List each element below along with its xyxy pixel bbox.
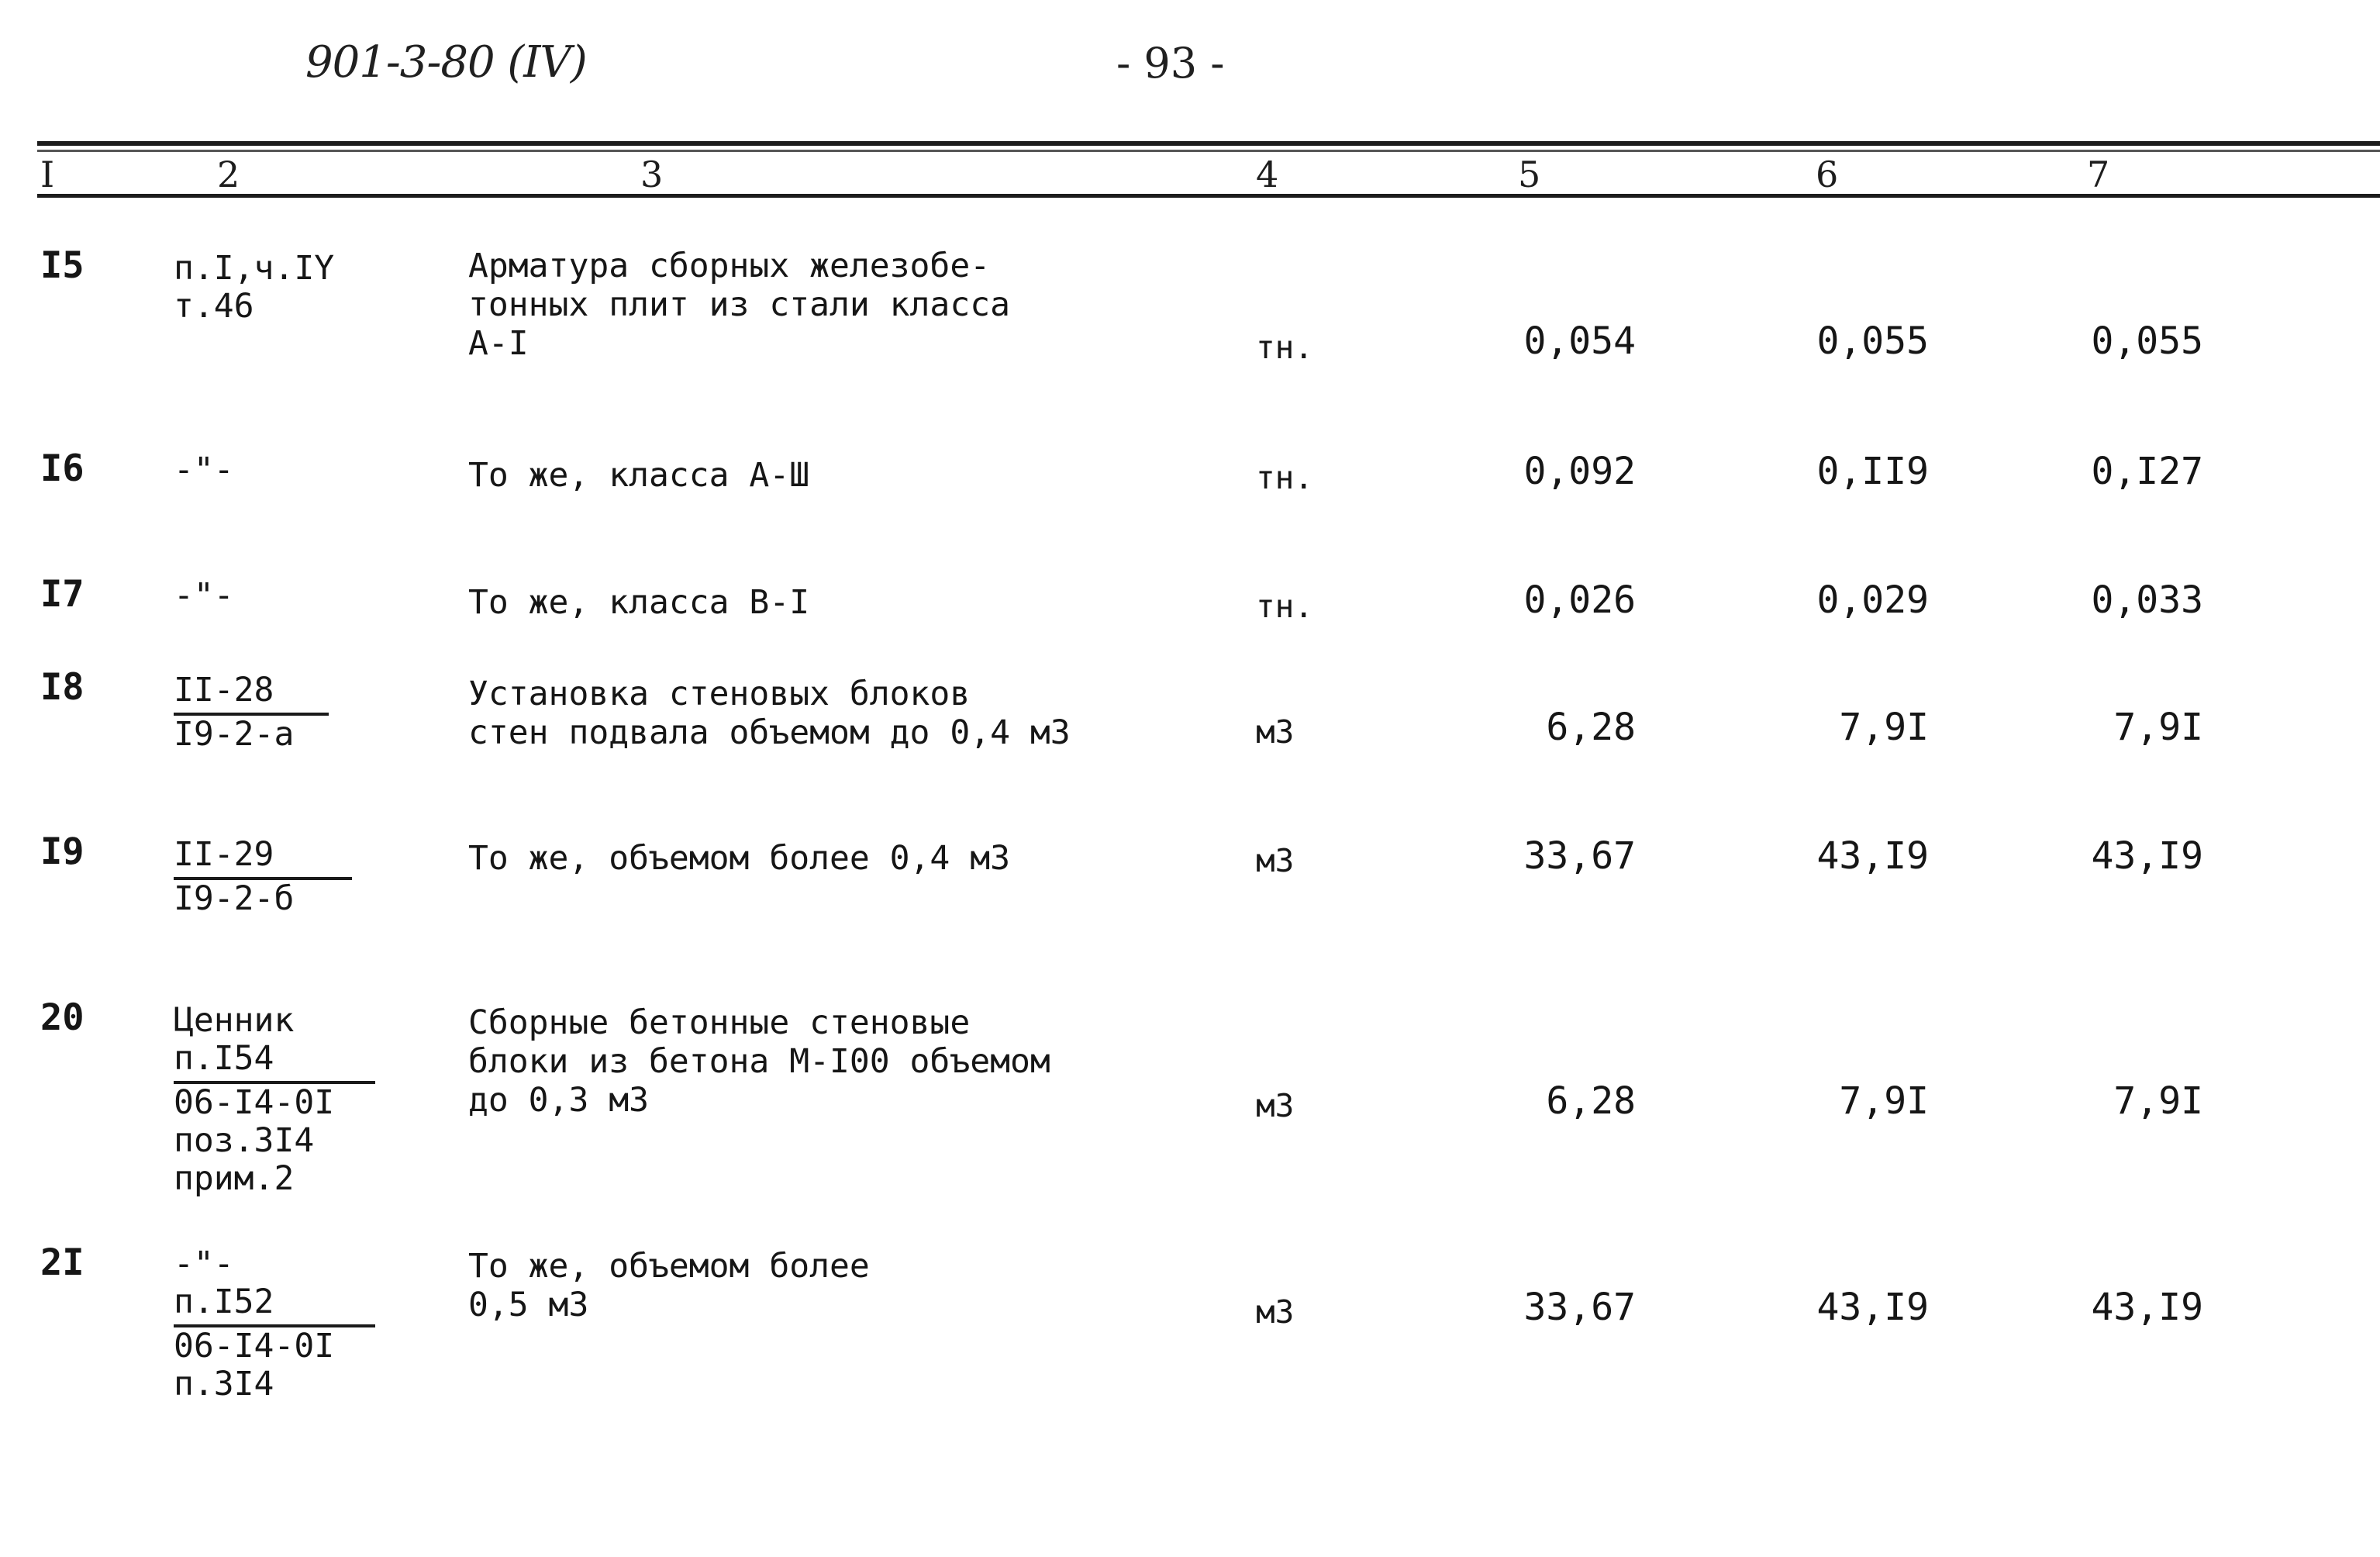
value-col-7: 43,I9 <box>2091 834 2203 878</box>
reference: п.I,ч.IY т.46 <box>174 249 335 326</box>
reference-denominator: I9-2-б <box>174 879 295 918</box>
reference-numerator: II-29 <box>174 836 352 880</box>
description: Арматура сборных железобе- тонных плит из стали класса А-I <box>468 247 1010 363</box>
unit: тн. <box>1256 329 1314 366</box>
description: То же, класса А-Ш <box>468 456 810 495</box>
value-col-7: 0,055 <box>2091 319 2203 363</box>
column-header-7: 7 <box>2087 154 2110 195</box>
document-code: 901-3-80 (IV) <box>305 37 587 88</box>
reference-denominator: 06-I4-0I поз.3I4 прим.2 <box>174 1083 335 1198</box>
description: Установка стеновых блоков стен подвала объемом до 0,4 м3 <box>468 675 1071 752</box>
table-top-rule <box>37 141 2380 146</box>
value-col-5: 0,026 <box>1523 578 1636 622</box>
unit: м3 <box>1256 713 1295 751</box>
unit: тн. <box>1256 588 1314 625</box>
value-col-7: 0,I27 <box>2091 450 2203 493</box>
value-col-6: 43,I9 <box>1816 1286 1929 1329</box>
unit: м3 <box>1256 1087 1295 1124</box>
value-col-7: 43,I9 <box>2091 1286 2203 1329</box>
value-col-6: 0,II9 <box>1816 450 1929 493</box>
row-number: 2I <box>40 1241 85 1284</box>
value-col-5: 0,092 <box>1523 450 1636 493</box>
page-number: - 93 - <box>1116 39 1225 88</box>
value-col-5: 0,054 <box>1523 319 1636 363</box>
reference: -"- <box>174 576 234 615</box>
reference-fraction <box>174 1002 375 1198</box>
row-number: I9 <box>40 830 85 873</box>
value-col-6: 7,9I <box>1839 706 1929 749</box>
table-top-rule-2 <box>37 150 2380 152</box>
value-col-5: 33,67 <box>1523 1286 1636 1329</box>
reference-fraction <box>174 1245 375 1403</box>
table-header-rule <box>37 194 2380 198</box>
reference-numerator: II-28 <box>174 671 329 716</box>
reference: -"- <box>174 451 234 489</box>
unit: тн. <box>1256 459 1314 496</box>
value-col-5: 33,67 <box>1523 834 1636 878</box>
value-col-7: 7,9I <box>2113 1079 2203 1123</box>
column-header-1: I <box>40 154 55 195</box>
value-col-6: 43,I9 <box>1816 834 1929 878</box>
reference-fraction <box>174 836 352 918</box>
value-col-6: 0,029 <box>1816 578 1929 622</box>
column-header-5: 5 <box>1518 154 1541 195</box>
row-number: I5 <box>40 244 85 287</box>
row-number: 20 <box>40 996 85 1039</box>
value-col-6: 0,055 <box>1816 319 1929 363</box>
value-col-5: 6,28 <box>1546 706 1636 749</box>
column-header-2: 2 <box>217 154 240 195</box>
description: То же, объемом более 0,5 м3 <box>468 1247 870 1324</box>
row-number: I8 <box>40 666 85 709</box>
description: Сборные бетонные стеновые блоки из бетона М-I00 объемом до 0,3 м3 <box>468 1003 1050 1120</box>
value-col-7: 7,9I <box>2113 706 2203 749</box>
unit: м3 <box>1256 1293 1295 1331</box>
value-col-5: 6,28 <box>1546 1079 1636 1123</box>
value-col-7: 0,033 <box>2091 578 2203 622</box>
reference-denominator: 06-I4-0I п.3I4 <box>174 1327 335 1403</box>
reference-fraction <box>174 671 329 754</box>
row-number: I6 <box>40 447 85 490</box>
column-header-3: 3 <box>640 154 664 195</box>
row-number: I7 <box>40 573 85 616</box>
value-col-6: 7,9I <box>1839 1079 1929 1123</box>
reference-numerator: -"- п.I52 <box>174 1245 375 1327</box>
column-header-6: 6 <box>1816 154 1839 195</box>
reference-denominator: I9-2-а <box>174 715 295 754</box>
column-header-4: 4 <box>1256 154 1279 195</box>
unit: м3 <box>1256 842 1295 879</box>
description: То же, объемом более 0,4 м3 <box>468 839 1010 878</box>
description: То же, класса В-I <box>468 583 810 622</box>
reference-numerator: Ценник п.I54 <box>174 1002 375 1084</box>
